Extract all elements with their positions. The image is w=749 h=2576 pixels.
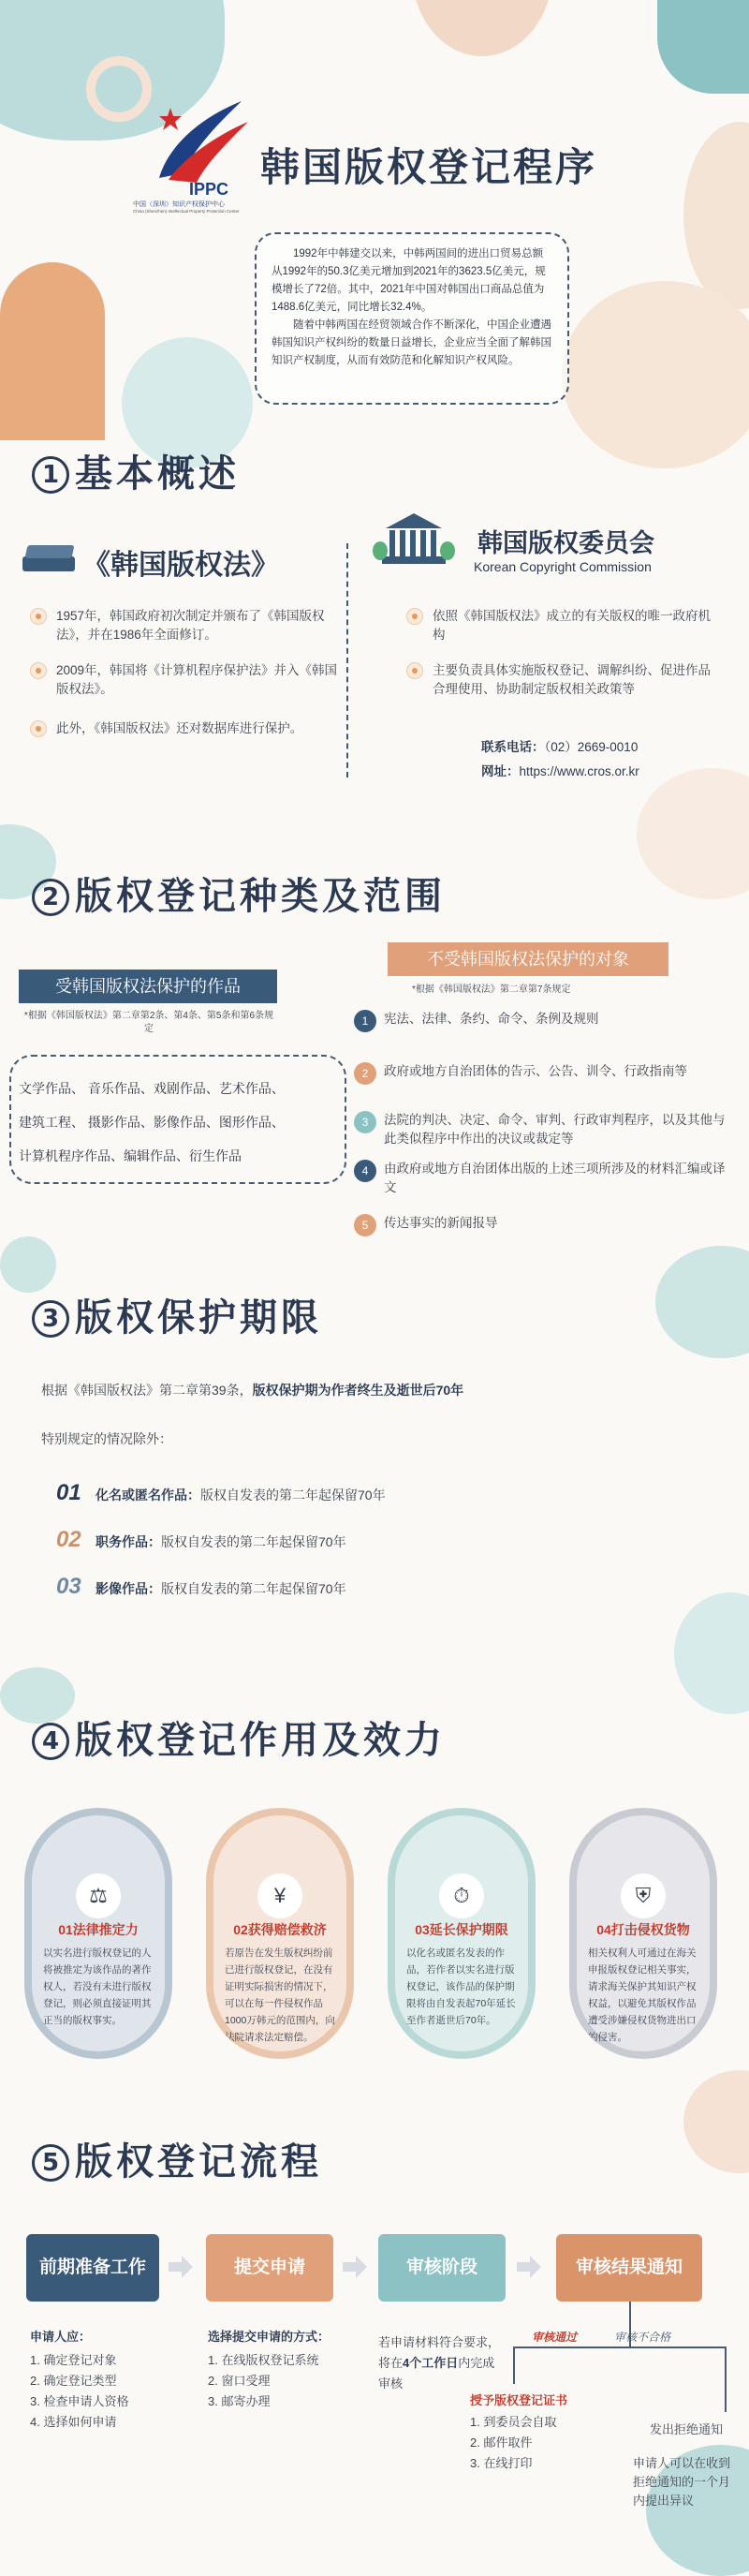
commission-title-en: Korean Copyright Commission: [474, 559, 652, 574]
law-item-3: [56, 719, 384, 738]
term-text-3: 版权自发表的第二年起保留70年: [161, 1581, 346, 1596]
protected-works-box: [9, 1055, 346, 1184]
term-item-1: [56, 1480, 386, 1506]
shield-icon: ⛨: [621, 1873, 666, 1918]
submit-title: 选择提交申请的方式：: [208, 2330, 330, 2344]
phone-label: 联系电话：: [481, 740, 545, 754]
term-text-1: 版权自发表的第二年起保留70年: [200, 1488, 386, 1503]
branch-left-line: [513, 2347, 515, 2384]
pass-label: 审核通过: [532, 2331, 578, 2344]
effect-card-3-title: 03延长保护期限: [415, 1922, 508, 1937]
flow-step-4: 审核结果通知: [556, 2234, 702, 2302]
decor-teal-top-right: [657, 0, 749, 94]
commission-item-2: [433, 661, 723, 699]
unprotected-item-2-text: 政府或地方自治团体的告示、公告、训令、行政指南等: [384, 1064, 687, 1078]
special-cases-label: 特别规定的情况除外：: [41, 1431, 172, 1446]
intro-box: [255, 232, 569, 405]
decor-peach-s5: [683, 2070, 749, 2173]
review-bold: 4个工作日: [403, 2356, 459, 2370]
submit-item-2: 2. 窗口受理: [208, 2374, 271, 2388]
unprotected-item-1: [354, 1010, 728, 1029]
branch-right-line: [725, 2347, 727, 2412]
unprotected-title: 不受韩国版权法保护的对象: [388, 942, 668, 976]
section-5-title: [32, 2132, 322, 2185]
arrow-right-icon: [517, 2256, 541, 2278]
unprotected-item-4-text: 由政府或地方自治团体出版的上述三项所涉及的材料汇编或译文: [384, 1162, 726, 1194]
flow-step-1: 前期准备工作: [26, 2234, 159, 2302]
effect-card-1-title: 01法律推定力: [58, 1922, 139, 1937]
reject-title: 发出拒绝通知: [650, 2422, 724, 2436]
law-item-2: [56, 661, 346, 699]
unprotected-item-1-text: 宪法、法律、条约、命令、条例及规则: [384, 1012, 599, 1026]
commission-item-1-text: 依照《韩国版权法》成立的有关版权的唯一政府机构: [433, 609, 711, 642]
website-link[interactable]: https://www.cros.or.kr: [519, 764, 639, 778]
website-label: 网址：: [481, 764, 520, 778]
page-title: 韩国版权登记程序: [260, 145, 598, 189]
section-1-divider: [346, 543, 348, 777]
submit-item-1: 1. 在线版权登记系统: [208, 2353, 319, 2367]
unprotected-item-5-text: 传达事实的新闻报导: [384, 1216, 498, 1230]
effect-card-1: [24, 1808, 172, 2059]
unprotected-item-2: [354, 1062, 728, 1081]
decor-peach-s2: [637, 768, 749, 899]
certificate-title: 授予版权登记证书: [470, 2393, 568, 2407]
unprotected-item-5: [354, 1214, 728, 1233]
law-item-1: [56, 607, 346, 644]
section-4-number: 4: [32, 1723, 69, 1760]
section-1-number: 1: [32, 456, 69, 494]
section-1-title: [32, 444, 240, 497]
term-number-1: 01: [56, 1480, 81, 1505]
section-3-number: 3: [32, 1300, 69, 1338]
decor-peach-right: [683, 122, 749, 309]
decor-peach-arch: [0, 262, 105, 440]
arrow-right-icon: [169, 2256, 193, 2278]
effect-card-2-title: 02获得赔偿救济: [233, 1922, 327, 1937]
intro-paragraph-1: 1992年中韩建交以来，中韩两国间的进出口贸易总额从1992年的50.3亿美元增加到2021年的3623.5亿美元，规模增长了72倍。其中，2021年中国对韩国出口商品总值为1488.6亿美元，同比增长32.4%。: [272, 248, 546, 313]
term-number-3: 03: [56, 1574, 81, 1599]
logo: [131, 94, 253, 215]
section-4-heading: 版权登记作用及效力: [75, 1719, 446, 1762]
prep-details: [30, 2327, 189, 2433]
section-4-title: [32, 1710, 446, 1764]
term-number-2: 02: [56, 1527, 81, 1552]
review-details: [378, 2332, 500, 2394]
certificate-item-3: 3. 在线打印: [470, 2456, 533, 2470]
decor-teal-s3-right: [655, 1246, 749, 1358]
effect-card-4: [569, 1808, 717, 2059]
law-title: 《韩国版权法》: [82, 550, 279, 581]
contact-website: [481, 761, 639, 779]
certificate-item-2: 2. 邮件取件: [470, 2435, 533, 2450]
submit-item-3: 3. 邮寄办理: [208, 2394, 271, 2408]
effect-card-4-text: 相关权利人可通过在海关申报版权登记相关事实，请求海关保护其知识产权权益，以避免其版权作品遭受涉嫌侵权货物进出口的侵害。: [588, 1947, 697, 2043]
branch-line: [513, 2347, 727, 2348]
flow-step-2: 提交申请: [206, 2234, 333, 2302]
law-item-2-text: 2009年，韩国将《计算机程序保护法》并入《韩国版权法》。: [56, 663, 338, 696]
logo-subtitle: 中国（深圳）知识产权保护中心: [133, 201, 225, 208]
money-icon: ¥: [257, 1873, 302, 1918]
law-icon: ⚖: [76, 1873, 121, 1918]
decor-teal-s4-right: [674, 1592, 749, 1714]
prep-item-1: 1. 确定登记对象: [30, 2353, 117, 2367]
phone-value: （02）2669-0010: [544, 740, 639, 754]
logo-text: IPPC: [189, 180, 229, 199]
protection-rule-prefix: 根据《韩国版权法》第二章第39条，: [41, 1383, 253, 1398]
logo-swoosh-icon: [131, 94, 253, 187]
unprotected-item-4: [354, 1160, 728, 1197]
decor-teal-s3: [0, 1236, 56, 1293]
effect-card-4-title: 04打击侵权货物: [596, 1922, 690, 1937]
effect-card-1-text: 以实名进行版权登记的人将被推定为该作品的著作权人，若没有未进行版权登记，则必须直接证明其正当的版权事实。: [43, 1947, 152, 2026]
term-text-2: 版权自发表的第二年起保留70年: [161, 1534, 346, 1549]
section-2-title: [32, 866, 446, 920]
unprotected-number-2: 2: [354, 1062, 376, 1085]
effect-card-3: [388, 1808, 536, 2059]
law-item-3-text: 此外，《韩国版权法》还对数据库进行保护。: [56, 721, 303, 735]
unprotected-item-3: [354, 1111, 728, 1148]
decor-peach-top: [412, 0, 552, 56]
clock-icon: ⏱: [439, 1873, 484, 1918]
review-text-b: 内完成审核: [378, 2356, 495, 2391]
protection-rule: [41, 1381, 463, 1399]
section-2-heading: 版权登记种类及范围: [75, 875, 446, 918]
reject-text: 申请人可以在收到拒绝通知的一个月内提出异议: [633, 2456, 731, 2508]
contact-phone: [481, 736, 638, 755]
protected-row-3: 计算机程序作品、编辑作品、衍生作品: [19, 1148, 242, 1163]
effect-card-3-text: 以化名或匿名发表的作品，若作者以实名进行版权登记，该作品的保护期限将由自发表起70年延长至作者逝世后70年。: [406, 1947, 516, 2026]
section-2-number: 2: [32, 879, 69, 916]
prep-item-4: 4. 选择如何申请: [30, 2415, 117, 2429]
certificate-details: [470, 2391, 610, 2474]
review-text-a: 若申请材料符合要求，将在: [378, 2335, 501, 2370]
protected-row-1: 文学作品、 音乐作品、戏剧作品、艺术作品、: [19, 1081, 285, 1096]
protected-row-2: 建筑工程、 摄影作品、影像作品、图形作品、: [19, 1115, 285, 1130]
commission-title: 韩国版权委员会: [477, 529, 654, 557]
term-label-2: 职务作品：: [95, 1534, 161, 1549]
law-item-1-text: 1957年，韩国政府初次制定并颁布了《韩国版权法》，并在1986年全面修订。: [56, 609, 325, 642]
section-5-heading: 版权登记流程: [75, 2140, 322, 2184]
protected-note: *根据《韩国版权法》第二章第2条、第4条、第5条和第6条规定: [23, 1011, 274, 1034]
prep-item-3: 3. 检查申请人资格: [30, 2394, 129, 2408]
unprotected-note: *根据《韩国版权法》第二章第7条规定: [412, 985, 571, 995]
unprotected-number-1: 1: [354, 1010, 376, 1032]
unprotected-number-3: 3: [354, 1111, 376, 1133]
commission-item-2-text: 主要负责具体实施版权登记、调解纠纷、促进作品合理使用、协助制定版权相关政策等: [433, 663, 711, 696]
decor-peach-mid-right: [562, 281, 749, 468]
section-5-number: 5: [32, 2144, 69, 2182]
effect-card-2: [206, 1808, 354, 2059]
term-item-2: [56, 1527, 346, 1553]
section-1-heading: 基本概述: [75, 452, 240, 496]
certificate-item-1: 1. 到委员会自取: [470, 2415, 557, 2429]
section-3-title: [32, 1288, 322, 1341]
protection-rule-bold: 版权保护期为作者终生及逝世后70年: [252, 1383, 464, 1398]
flow-step-3: 审核阶段: [378, 2234, 506, 2302]
commission-item-1: [433, 607, 723, 644]
logo-subtitle-en: China (Shenzhen) Intellectual Property Protection Center: [133, 209, 240, 214]
section-3-heading: 版权保护期限: [75, 1296, 322, 1340]
term-label-3: 影像作品：: [95, 1581, 161, 1596]
arrow-right-icon: [343, 2256, 367, 2278]
term-label-1: 化名或匿名作品：: [95, 1488, 200, 1503]
prep-title: 申请人应：: [30, 2330, 92, 2344]
submit-details: [208, 2327, 376, 2412]
books-icon: [22, 540, 77, 573]
unprotected-number-4: 4: [354, 1160, 376, 1182]
unprotected-item-3-text: 法院的判决、决定、命令、审判、行政审判程序，以及其他与此类似程序中作出的决议或裁定等: [384, 1113, 726, 1146]
prep-item-2: 2. 确定登记类型: [30, 2374, 117, 2388]
term-item-3: [56, 1574, 346, 1600]
building-icon: [373, 513, 455, 566]
intro-paragraph-2: 随着中韩两国在经贸领域合作不断深化，中国企业遭遇韩国知识产权纠纷的数量日益增长，企业应当全面了解韩国知识产权制度，从而有效防范和化解知识产权风险。: [272, 319, 551, 366]
effect-card-2-text: 若原告在发生版权纠纷前已进行版权登记，在没有证明实际损害的情况下，可以在每一件侵权作品1000万韩元的范围内，向法院请求法定赔偿。: [225, 1947, 335, 2043]
unprotected-number-5: 5: [354, 1214, 376, 1236]
fail-label: 审核不合格: [614, 2331, 671, 2344]
protected-title: 受韩国版权法保护的作品: [19, 970, 277, 1003]
